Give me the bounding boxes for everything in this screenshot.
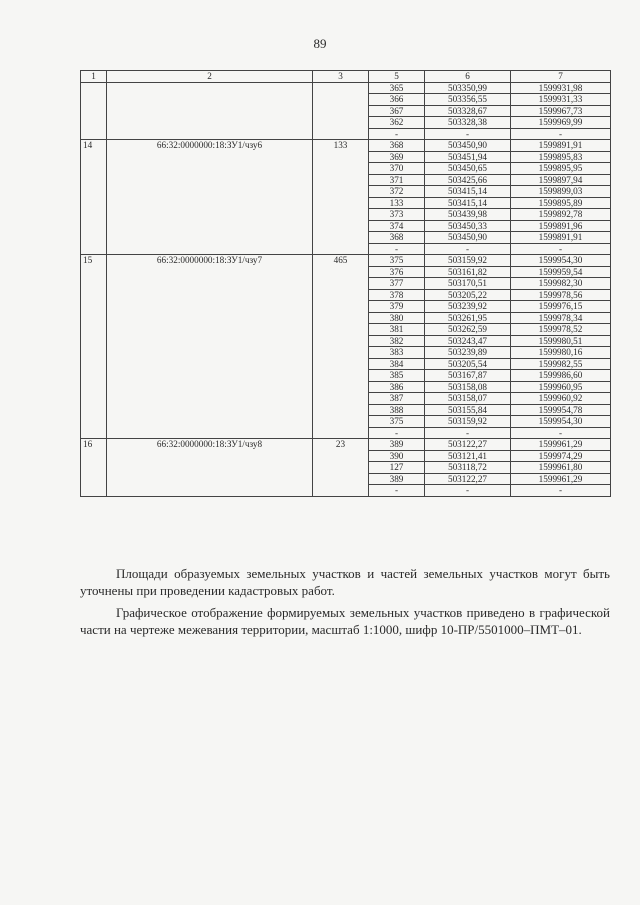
- point-number: 127: [369, 462, 425, 474]
- coordinate-y: -: [511, 485, 611, 497]
- point-number: -: [369, 128, 425, 140]
- coordinate-y: 1599980,16: [511, 347, 611, 359]
- point-number: 381: [369, 324, 425, 336]
- column-header: 6: [425, 71, 511, 83]
- coordinate-x: 503121,41: [425, 450, 511, 462]
- coordinate-x: 503122,27: [425, 473, 511, 485]
- coordinate-y: 1599931,33: [511, 94, 611, 106]
- coordinate-y: 1599974,29: [511, 450, 611, 462]
- coordinate-y: 1599897,94: [511, 174, 611, 186]
- point-number: 376: [369, 266, 425, 278]
- point-number: 370: [369, 163, 425, 175]
- coordinate-x: 503158,08: [425, 381, 511, 393]
- coordinate-y: -: [511, 128, 611, 140]
- point-number: 374: [369, 220, 425, 232]
- coordinate-x: 503450,90: [425, 140, 511, 152]
- coordinate-y: 1599954,30: [511, 255, 611, 267]
- paragraph-graphic-note: [80, 604, 610, 638]
- coordinate-y: 1599895,89: [511, 197, 611, 209]
- point-number: 379: [369, 301, 425, 313]
- column-header: 1: [81, 71, 107, 83]
- coordinate-x: 503415,14: [425, 197, 511, 209]
- table-row: [81, 255, 611, 267]
- coordinate-y: 1599891,96: [511, 220, 611, 232]
- parcel-number: 15: [81, 255, 107, 439]
- coordinate-x: 503425,66: [425, 174, 511, 186]
- coordinate-x: 503158,07: [425, 393, 511, 405]
- column-header: 3: [313, 71, 369, 83]
- point-number: 388: [369, 404, 425, 416]
- coordinate-y: 1599978,52: [511, 324, 611, 336]
- point-number: 375: [369, 255, 425, 267]
- point-number: 385: [369, 370, 425, 382]
- coordinate-x: 503205,22: [425, 289, 511, 301]
- coordinate-x: 503350,99: [425, 82, 511, 94]
- coordinate-y: 1599954,30: [511, 416, 611, 428]
- coordinate-x: 503161,82: [425, 266, 511, 278]
- coordinate-y: 1599982,55: [511, 358, 611, 370]
- coordinate-x: 503261,95: [425, 312, 511, 324]
- cadastral-number: 66:32:0000000:18:ЗУ1/чзу8: [107, 439, 313, 497]
- coordinate-y: 1599961,29: [511, 473, 611, 485]
- coordinate-y: 1599959,54: [511, 266, 611, 278]
- coordinate-x: -: [425, 485, 511, 497]
- point-number: 386: [369, 381, 425, 393]
- parcel-area: [313, 82, 369, 140]
- coordinate-y: 1599967,73: [511, 105, 611, 117]
- cadastral-number: 66:32:0000000:18:ЗУ1/чзу7: [107, 255, 313, 439]
- table-row: [81, 439, 611, 451]
- coordinate-x: 503328,67: [425, 105, 511, 117]
- point-number: 390: [369, 450, 425, 462]
- point-number: 377: [369, 278, 425, 290]
- coordinate-y: 1599899,03: [511, 186, 611, 198]
- coordinate-x: 503239,92: [425, 301, 511, 313]
- point-number: 367: [369, 105, 425, 117]
- parcel-area: 23: [313, 439, 369, 497]
- point-number: 384: [369, 358, 425, 370]
- coordinate-x: 503155,84: [425, 404, 511, 416]
- coordinate-y: 1599891,91: [511, 140, 611, 152]
- coordinate-y: 1599976,15: [511, 301, 611, 313]
- coordinate-x: 503118,72: [425, 462, 511, 474]
- parcel-number: 14: [81, 140, 107, 255]
- coordinate-y: 1599961,29: [511, 439, 611, 451]
- point-number: 375: [369, 416, 425, 428]
- point-number: -: [369, 427, 425, 439]
- coordinate-x: 503122,27: [425, 439, 511, 451]
- point-number: 387: [369, 393, 425, 405]
- column-header: 7: [511, 71, 611, 83]
- column-header: 5: [369, 71, 425, 83]
- coordinate-y: 1599969,99: [511, 117, 611, 129]
- coordinate-y: 1599986,60: [511, 370, 611, 382]
- point-number: 389: [369, 473, 425, 485]
- point-number: -: [369, 485, 425, 497]
- point-number: -: [369, 243, 425, 255]
- table-row: [81, 82, 611, 94]
- coordinate-y: 1599960,92: [511, 393, 611, 405]
- coordinate-x: 503205,54: [425, 358, 511, 370]
- point-number: 383: [369, 347, 425, 359]
- parcel-number: [81, 82, 107, 140]
- coordinate-x: 503328,38: [425, 117, 511, 129]
- coordinate-x: 503243,47: [425, 335, 511, 347]
- coordinate-y: 1599978,34: [511, 312, 611, 324]
- paragraph-text: Площади образуемых земельных участков и частей земельных участков могут быть уточнены при проведении кадастровых работ.: [80, 566, 610, 598]
- point-number: 366: [369, 94, 425, 106]
- coordinate-x: 503439,98: [425, 209, 511, 221]
- point-number: 373: [369, 209, 425, 221]
- coordinates-table: [80, 70, 611, 497]
- coordinate-x: 503450,65: [425, 163, 511, 175]
- point-number: 368: [369, 232, 425, 244]
- point-number: 362: [369, 117, 425, 129]
- coordinate-x: 503356,55: [425, 94, 511, 106]
- point-number: 133: [369, 197, 425, 209]
- point-number: 380: [369, 312, 425, 324]
- parcel-area: 133: [313, 140, 369, 255]
- column-header: 2: [107, 71, 313, 83]
- point-number: 389: [369, 439, 425, 451]
- parcel-area: 465: [313, 255, 369, 439]
- point-number: 372: [369, 186, 425, 198]
- coordinate-x: 503239,89: [425, 347, 511, 359]
- cadastral-number: 66:32:0000000:18:ЗУ1/чзу6: [107, 140, 313, 255]
- coordinate-x: -: [425, 243, 511, 255]
- coordinate-y: 1599931,98: [511, 82, 611, 94]
- coordinate-x: 503167,87: [425, 370, 511, 382]
- point-number: 368: [369, 140, 425, 152]
- point-number: 382: [369, 335, 425, 347]
- coordinate-x: 503415,14: [425, 186, 511, 198]
- point-number: 378: [369, 289, 425, 301]
- coordinate-x: 503450,90: [425, 232, 511, 244]
- parcel-number: 16: [81, 439, 107, 497]
- coordinate-y: 1599978,56: [511, 289, 611, 301]
- cadastral-number: [107, 82, 313, 140]
- coordinate-y: -: [511, 427, 611, 439]
- coordinate-x: -: [425, 427, 511, 439]
- table-header-row: [81, 71, 611, 83]
- coordinate-x: 503451,94: [425, 151, 511, 163]
- coordinate-x: 503170,51: [425, 278, 511, 290]
- point-number: 371: [369, 174, 425, 186]
- coordinate-y: 1599960,95: [511, 381, 611, 393]
- point-number: 369: [369, 151, 425, 163]
- coordinate-x: 503262,59: [425, 324, 511, 336]
- coordinate-y: 1599895,83: [511, 151, 611, 163]
- coordinate-x: -: [425, 128, 511, 140]
- coordinate-y: 1599892,78: [511, 209, 611, 221]
- table-row: [81, 140, 611, 152]
- coordinate-y: 1599891,91: [511, 232, 611, 244]
- page-number: 89: [313, 36, 327, 51]
- coordinate-y: 1599980,51: [511, 335, 611, 347]
- coordinate-x: 503159,92: [425, 255, 511, 267]
- paragraph-text: Графическое отображение формируемых земельных участков приведено в графической части на чертеже межевания территории, масштаб 1:1000, шифр 10-ПР/5501000–ПМТ–01.: [80, 605, 610, 637]
- point-number: 365: [369, 82, 425, 94]
- coordinate-x: 503159,92: [425, 416, 511, 428]
- coordinate-y: 1599982,30: [511, 278, 611, 290]
- coordinate-y: 1599895,95: [511, 163, 611, 175]
- paragraph-area-note: [80, 565, 610, 599]
- coordinate-y: 1599961,80: [511, 462, 611, 474]
- coordinate-x: 503450,33: [425, 220, 511, 232]
- coordinate-y: -: [511, 243, 611, 255]
- coordinate-y: 1599954,78: [511, 404, 611, 416]
